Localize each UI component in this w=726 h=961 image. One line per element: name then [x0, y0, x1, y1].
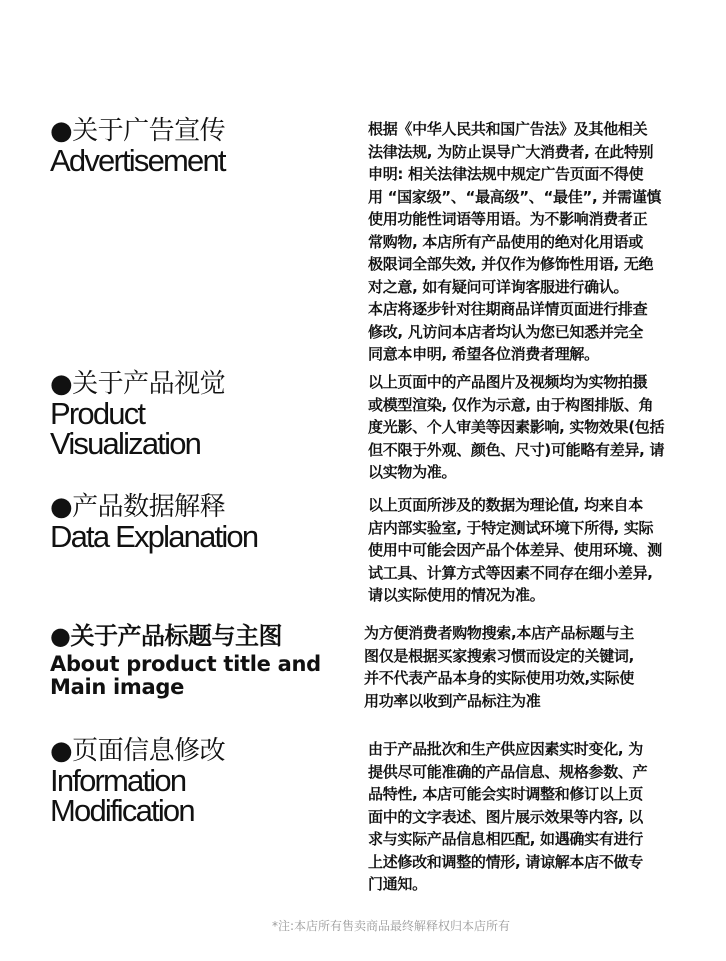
- body-line: 以上页面所涉及的数据为理论值, 均来自本: [368, 496, 643, 514]
- body-line: 常购物, 本店所有产品使用的绝对化用语或: [368, 232, 643, 251]
- section-heading: [50, 116, 350, 176]
- body-line: 面中的文字表述、图片展示效果等内容, 以: [368, 807, 643, 826]
- body-line: 品特性, 本店可能会实时调整和修订以上页: [368, 785, 643, 803]
- body-line: 或模型渲染, 仅作为示意, 由于构图排版、角: [368, 395, 654, 414]
- section-title-zh: ●产品数据解释: [50, 492, 226, 522]
- section-body: [364, 622, 686, 712]
- body-line: 修改, 凡访问本店者均认为您已知悉并完全: [368, 322, 643, 341]
- body-line: 求与实际产品信息相匹配, 如遇确实有进行: [368, 830, 643, 848]
- section-body: [368, 118, 686, 366]
- section-body: [368, 738, 686, 896]
- section-body: [368, 371, 686, 484]
- section-heading: [50, 492, 350, 552]
- body-line: 店内部实验室, 于特定测试环境下所得, 实际: [368, 518, 654, 537]
- body-line: 度光影、个人审美等因素影响, 实物效果(包括: [368, 418, 665, 436]
- body-line: 并不代表产品本身的实际使用功效,实际使: [364, 669, 635, 687]
- section-heading: [50, 621, 350, 699]
- body-line: 为方便消费者购物搜索,本店产品标题与主: [364, 624, 635, 642]
- section-title-en: About product title and: [50, 652, 321, 676]
- body-line: 用功率以收到产品标注为准: [364, 691, 541, 710]
- body-line: 申明: 相关法律法规中规定广告页面不得使: [368, 165, 644, 183]
- section-title-en: Data Explanation: [50, 519, 258, 554]
- section-title-en: Main image: [50, 675, 185, 699]
- body-line: 法律法规, 为防止误导广大消费者, 在此特别: [368, 142, 654, 161]
- section-heading: [50, 736, 350, 826]
- body-line: 上述修改和调整的情形, 请谅解本店不做专: [368, 852, 643, 871]
- section-title-en: Advertisement: [50, 143, 225, 178]
- body-line: 图仅是根据买家搜索习惯而设定的关键词,: [364, 646, 635, 665]
- body-line: 根据《中华人民共和国广告法》及其他相关: [368, 120, 648, 138]
- body-line: 试工具、计算方式等因素不同存在细小差异,: [368, 563, 653, 582]
- body-line: 本店将逐步针对往期商品详情页面进行排查: [368, 300, 648, 318]
- section-title-zh: ●关于广告宣传: [50, 116, 226, 146]
- section-title-zh: ●页面信息修改: [50, 736, 226, 766]
- body-line: 对之意, 如有疑问可详询客服进行确认。: [368, 277, 629, 296]
- section-heading: [50, 369, 350, 459]
- body-line: 使用功能性词语等用语。为不影响消费者正: [368, 210, 648, 228]
- section-title-zh: ●关于产品标题与主图: [50, 622, 282, 650]
- body-line: 极限词全部失效, 并仅作为修饰性用语, 无绝: [368, 255, 654, 273]
- section-title-zh: ●关于产品视觉: [50, 369, 226, 399]
- section-title-en: Product: [50, 396, 145, 431]
- body-line: 由于产品批次和生产供应因素实时变化, 为: [368, 740, 643, 758]
- body-line: 以上页面中的产品图片及视频均为实物拍摄: [368, 373, 648, 391]
- section-title-en: Visualization: [50, 426, 201, 461]
- body-line: 同意本申明, 希望各位消费者理解。: [368, 345, 599, 363]
- body-line: 提供尽可能准确的产品信息、规格参数、产: [368, 762, 648, 781]
- body-line: 用 “国家级”、“最高级”、“最佳”, 并需谨慎: [368, 187, 662, 206]
- section-title-en: Information: [50, 763, 186, 798]
- body-line: 但不限于外观、颜色、尺寸)可能略有差异, 请: [368, 440, 665, 459]
- body-line: 使用中可能会因产品个体差异、使用环境、测: [368, 541, 663, 559]
- body-line: 请以实际使用的情况为准。: [368, 586, 545, 604]
- body-line: 门通知。: [368, 875, 427, 893]
- section-title-en: Modification: [50, 793, 194, 828]
- footer-note: *注:本店所有售卖商品最终解释权归本店所有: [271, 919, 511, 933]
- body-line: 以实物为准。: [368, 463, 457, 481]
- section-body: [368, 494, 686, 607]
